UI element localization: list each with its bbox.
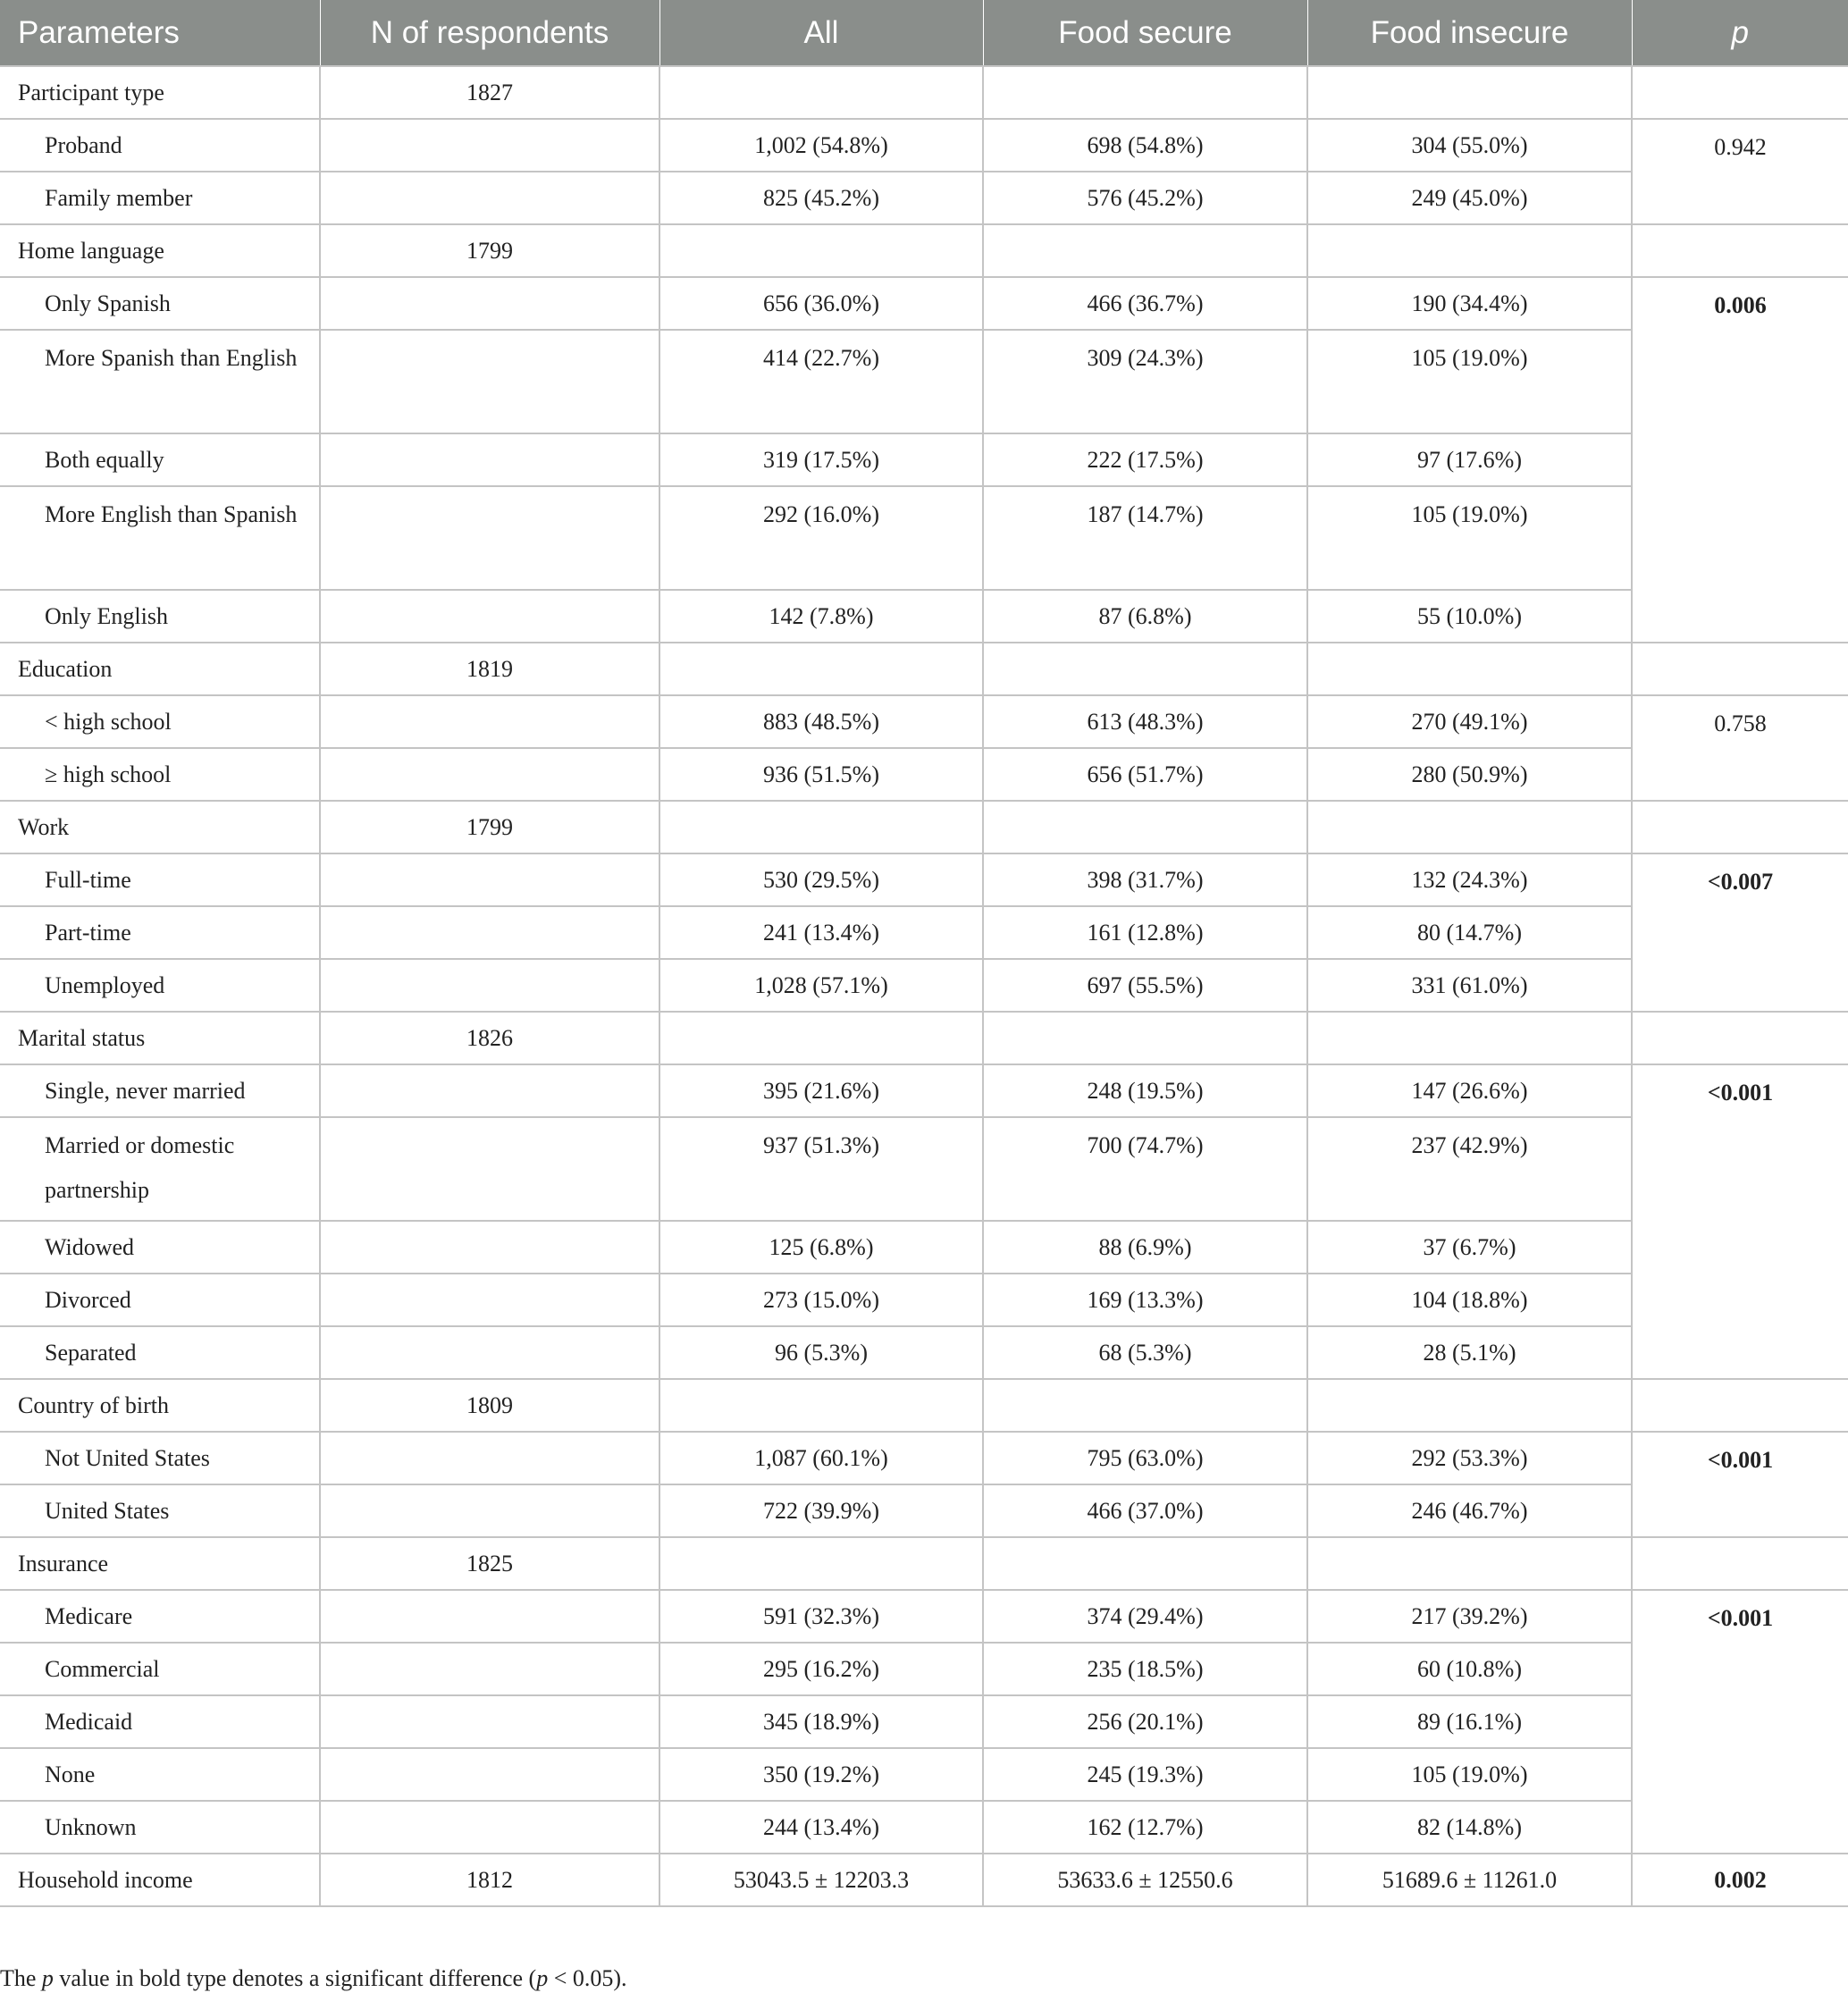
secure-cell: 187 (14.7%) xyxy=(983,486,1307,590)
secure-cell: 222 (17.5%) xyxy=(983,433,1307,486)
group-label: Country of birth xyxy=(0,1379,320,1432)
all-cell: 937 (51.3%) xyxy=(659,1117,983,1221)
row-label: Both equally xyxy=(0,433,320,486)
table-row xyxy=(0,330,1848,433)
p-value: 0.002 xyxy=(1632,1854,1848,1906)
row-label: More Spanish than English xyxy=(0,330,320,433)
table-row xyxy=(0,119,1848,172)
secure-cell: 466 (36.7%) xyxy=(983,277,1307,330)
footnote-middle: value in bold type denotes a significant difference ( xyxy=(59,1965,537,1991)
group-n: 1812 xyxy=(320,1854,659,1906)
row-label: Unknown xyxy=(0,1801,320,1854)
row-label: Widowed xyxy=(0,1221,320,1274)
all-cell: 125 (6.8%) xyxy=(659,1221,983,1274)
table-footnote xyxy=(0,1965,627,1992)
table-row xyxy=(0,959,1848,1012)
all-cell: 591 (32.3%) xyxy=(659,1590,983,1643)
all-cell: 350 (19.2%) xyxy=(659,1748,983,1801)
all-cell: 1,028 (57.1%) xyxy=(659,959,983,1012)
table-row xyxy=(0,1326,1848,1379)
table-row xyxy=(0,172,1848,224)
group-row xyxy=(0,1854,1848,1906)
secure-cell: 162 (12.7%) xyxy=(983,1801,1307,1854)
secure-cell: 466 (37.0%) xyxy=(983,1484,1307,1537)
table-row xyxy=(0,1064,1848,1117)
all-cell: 883 (48.5%) xyxy=(659,695,983,748)
row-label: ≥ high school xyxy=(0,748,320,801)
table-row xyxy=(0,1643,1848,1695)
insecure-cell: 105 (19.0%) xyxy=(1307,1748,1632,1801)
group-row xyxy=(0,224,1848,277)
insecure-cell: 246 (46.7%) xyxy=(1307,1484,1632,1537)
row-label: Proband xyxy=(0,119,320,172)
row-label: Only English xyxy=(0,590,320,643)
header-all: All xyxy=(659,0,983,66)
row-label: Not United States xyxy=(0,1432,320,1484)
p-value: <0.007 xyxy=(1632,853,1848,1012)
insecure-cell: 55 (10.0%) xyxy=(1307,590,1632,643)
insecure-cell: 249 (45.0%) xyxy=(1307,172,1632,224)
secure-cell: 698 (54.8%) xyxy=(983,119,1307,172)
row-label: Divorced xyxy=(0,1274,320,1326)
p-value: 0.942 xyxy=(1632,119,1848,224)
all-cell: 319 (17.5%) xyxy=(659,433,983,486)
table-row xyxy=(0,1432,1848,1484)
footnote-p-symbol: p xyxy=(41,1965,54,1991)
insecure-cell: 237 (42.9%) xyxy=(1307,1117,1632,1221)
header-row xyxy=(0,0,1848,66)
insecure-cell: 82 (14.8%) xyxy=(1307,1801,1632,1854)
table-row xyxy=(0,1221,1848,1274)
table-row xyxy=(0,1117,1848,1221)
all-cell: 395 (21.6%) xyxy=(659,1064,983,1117)
secure-cell: 398 (31.7%) xyxy=(983,853,1307,906)
header-food-secure: Food secure xyxy=(983,0,1307,66)
row-label: Family member xyxy=(0,172,320,224)
row-label: Part-time xyxy=(0,906,320,959)
insecure-cell: 80 (14.7%) xyxy=(1307,906,1632,959)
group-n: 1819 xyxy=(320,643,659,695)
all-cell: 273 (15.0%) xyxy=(659,1274,983,1326)
row-label: Medicaid xyxy=(0,1695,320,1748)
row-label: Single, never married xyxy=(0,1064,320,1117)
secure-cell: 700 (74.7%) xyxy=(983,1117,1307,1221)
all-cell: 295 (16.2%) xyxy=(659,1643,983,1695)
insecure-cell: 105 (19.0%) xyxy=(1307,330,1632,433)
secure-cell: 613 (48.3%) xyxy=(983,695,1307,748)
group-label: Education xyxy=(0,643,320,695)
row-label: Full-time xyxy=(0,853,320,906)
secure-cell: 68 (5.3%) xyxy=(983,1326,1307,1379)
p-value: <0.001 xyxy=(1632,1590,1848,1854)
all-cell: 936 (51.5%) xyxy=(659,748,983,801)
table-row xyxy=(0,1695,1848,1748)
all-cell: 825 (45.2%) xyxy=(659,172,983,224)
group-row xyxy=(0,66,1848,119)
secure-cell: 374 (29.4%) xyxy=(983,1590,1307,1643)
secure-cell: 87 (6.8%) xyxy=(983,590,1307,643)
insecure-cell: 105 (19.0%) xyxy=(1307,486,1632,590)
all-cell: 53043.5 ± 12203.3 xyxy=(659,1854,983,1906)
group-label: Participant type xyxy=(0,66,320,119)
row-label: Unemployed xyxy=(0,959,320,1012)
p-value: <0.001 xyxy=(1632,1064,1848,1379)
insecure-cell: 104 (18.8%) xyxy=(1307,1274,1632,1326)
insecure-cell: 270 (49.1%) xyxy=(1307,695,1632,748)
p-value: <0.001 xyxy=(1632,1432,1848,1537)
p-value: 0.006 xyxy=(1632,277,1848,643)
insecure-cell: 37 (6.7%) xyxy=(1307,1221,1632,1274)
insecure-cell: 28 (5.1%) xyxy=(1307,1326,1632,1379)
group-label: Home language xyxy=(0,224,320,277)
insecure-cell: 97 (17.6%) xyxy=(1307,433,1632,486)
secure-cell: 88 (6.9%) xyxy=(983,1221,1307,1274)
insecure-cell: 147 (26.6%) xyxy=(1307,1064,1632,1117)
table-row xyxy=(0,748,1848,801)
row-label: None xyxy=(0,1748,320,1801)
all-cell: 96 (5.3%) xyxy=(659,1326,983,1379)
table-row xyxy=(0,486,1848,590)
group-n: 1826 xyxy=(320,1012,659,1064)
table-row xyxy=(0,433,1848,486)
insecure-cell: 217 (39.2%) xyxy=(1307,1590,1632,1643)
all-cell: 530 (29.5%) xyxy=(659,853,983,906)
insecure-cell: 292 (53.3%) xyxy=(1307,1432,1632,1484)
header-parameters: Parameters xyxy=(0,0,320,66)
table-row xyxy=(0,277,1848,330)
row-label: United States xyxy=(0,1484,320,1537)
group-row xyxy=(0,1012,1848,1064)
secure-cell: 53633.6 ± 12550.6 xyxy=(983,1854,1307,1906)
table-row xyxy=(0,1484,1848,1537)
group-row xyxy=(0,1537,1848,1590)
all-cell: 722 (39.9%) xyxy=(659,1484,983,1537)
secure-cell: 248 (19.5%) xyxy=(983,1064,1307,1117)
group-label: Work xyxy=(0,801,320,853)
insecure-cell: 304 (55.0%) xyxy=(1307,119,1632,172)
secure-cell: 697 (55.5%) xyxy=(983,959,1307,1012)
row-label: Married or domestic partnership xyxy=(0,1117,320,1221)
insecure-cell: 60 (10.8%) xyxy=(1307,1643,1632,1695)
insecure-cell: 89 (16.1%) xyxy=(1307,1695,1632,1748)
row-label: More English than Spanish xyxy=(0,486,320,590)
all-cell: 656 (36.0%) xyxy=(659,277,983,330)
secure-cell: 245 (19.3%) xyxy=(983,1748,1307,1801)
secure-cell: 795 (63.0%) xyxy=(983,1432,1307,1484)
table-row xyxy=(0,1748,1848,1801)
header-p-value: p xyxy=(1632,0,1848,66)
secure-cell: 169 (13.3%) xyxy=(983,1274,1307,1326)
all-cell: 1,087 (60.1%) xyxy=(659,1432,983,1484)
insecure-cell: 331 (61.0%) xyxy=(1307,959,1632,1012)
header-food-insecure: Food insecure xyxy=(1307,0,1632,66)
group-n: 1825 xyxy=(320,1537,659,1590)
table-row xyxy=(0,1801,1848,1854)
footnote-suffix: < 0.05). xyxy=(548,1965,627,1991)
table-row xyxy=(0,1590,1848,1643)
row-label: < high school xyxy=(0,695,320,748)
group-label: Marital status xyxy=(0,1012,320,1064)
group-label: Insurance xyxy=(0,1537,320,1590)
secure-cell: 656 (51.7%) xyxy=(983,748,1307,801)
all-cell: 292 (16.0%) xyxy=(659,486,983,590)
p-value: 0.758 xyxy=(1632,695,1848,801)
header-n-respondents: N of respondents xyxy=(320,0,659,66)
group-n: 1827 xyxy=(320,66,659,119)
group-n: 1809 xyxy=(320,1379,659,1432)
all-cell: 241 (13.4%) xyxy=(659,906,983,959)
footnote-prefix: The xyxy=(0,1965,37,1991)
all-cell: 414 (22.7%) xyxy=(659,330,983,433)
group-row xyxy=(0,801,1848,853)
row-label: Separated xyxy=(0,1326,320,1379)
secure-cell: 161 (12.8%) xyxy=(983,906,1307,959)
secure-cell: 256 (20.1%) xyxy=(983,1695,1307,1748)
insecure-cell: 51689.6 ± 11261.0 xyxy=(1307,1854,1632,1906)
all-cell: 345 (18.9%) xyxy=(659,1695,983,1748)
insecure-cell: 190 (34.4%) xyxy=(1307,277,1632,330)
group-row xyxy=(0,643,1848,695)
footnote-p-symbol-2: p xyxy=(536,1965,549,1991)
table-row xyxy=(0,853,1848,906)
group-label: Household income xyxy=(0,1854,320,1906)
row-label: Commercial xyxy=(0,1643,320,1695)
secure-cell: 309 (24.3%) xyxy=(983,330,1307,433)
all-cell: 244 (13.4%) xyxy=(659,1801,983,1854)
insecure-cell: 280 (50.9%) xyxy=(1307,748,1632,801)
all-cell: 1,002 (54.8%) xyxy=(659,119,983,172)
row-label: Only Spanish xyxy=(0,277,320,330)
group-row xyxy=(0,1379,1848,1432)
table-row xyxy=(0,590,1848,643)
table-row xyxy=(0,906,1848,959)
row-label: Medicare xyxy=(0,1590,320,1643)
secure-cell: 235 (18.5%) xyxy=(983,1643,1307,1695)
group-n: 1799 xyxy=(320,801,659,853)
all-cell: 142 (7.8%) xyxy=(659,590,983,643)
table-row xyxy=(0,1274,1848,1326)
insecure-cell: 132 (24.3%) xyxy=(1307,853,1632,906)
secure-cell: 576 (45.2%) xyxy=(983,172,1307,224)
table-row xyxy=(0,695,1848,748)
group-n: 1799 xyxy=(320,224,659,277)
